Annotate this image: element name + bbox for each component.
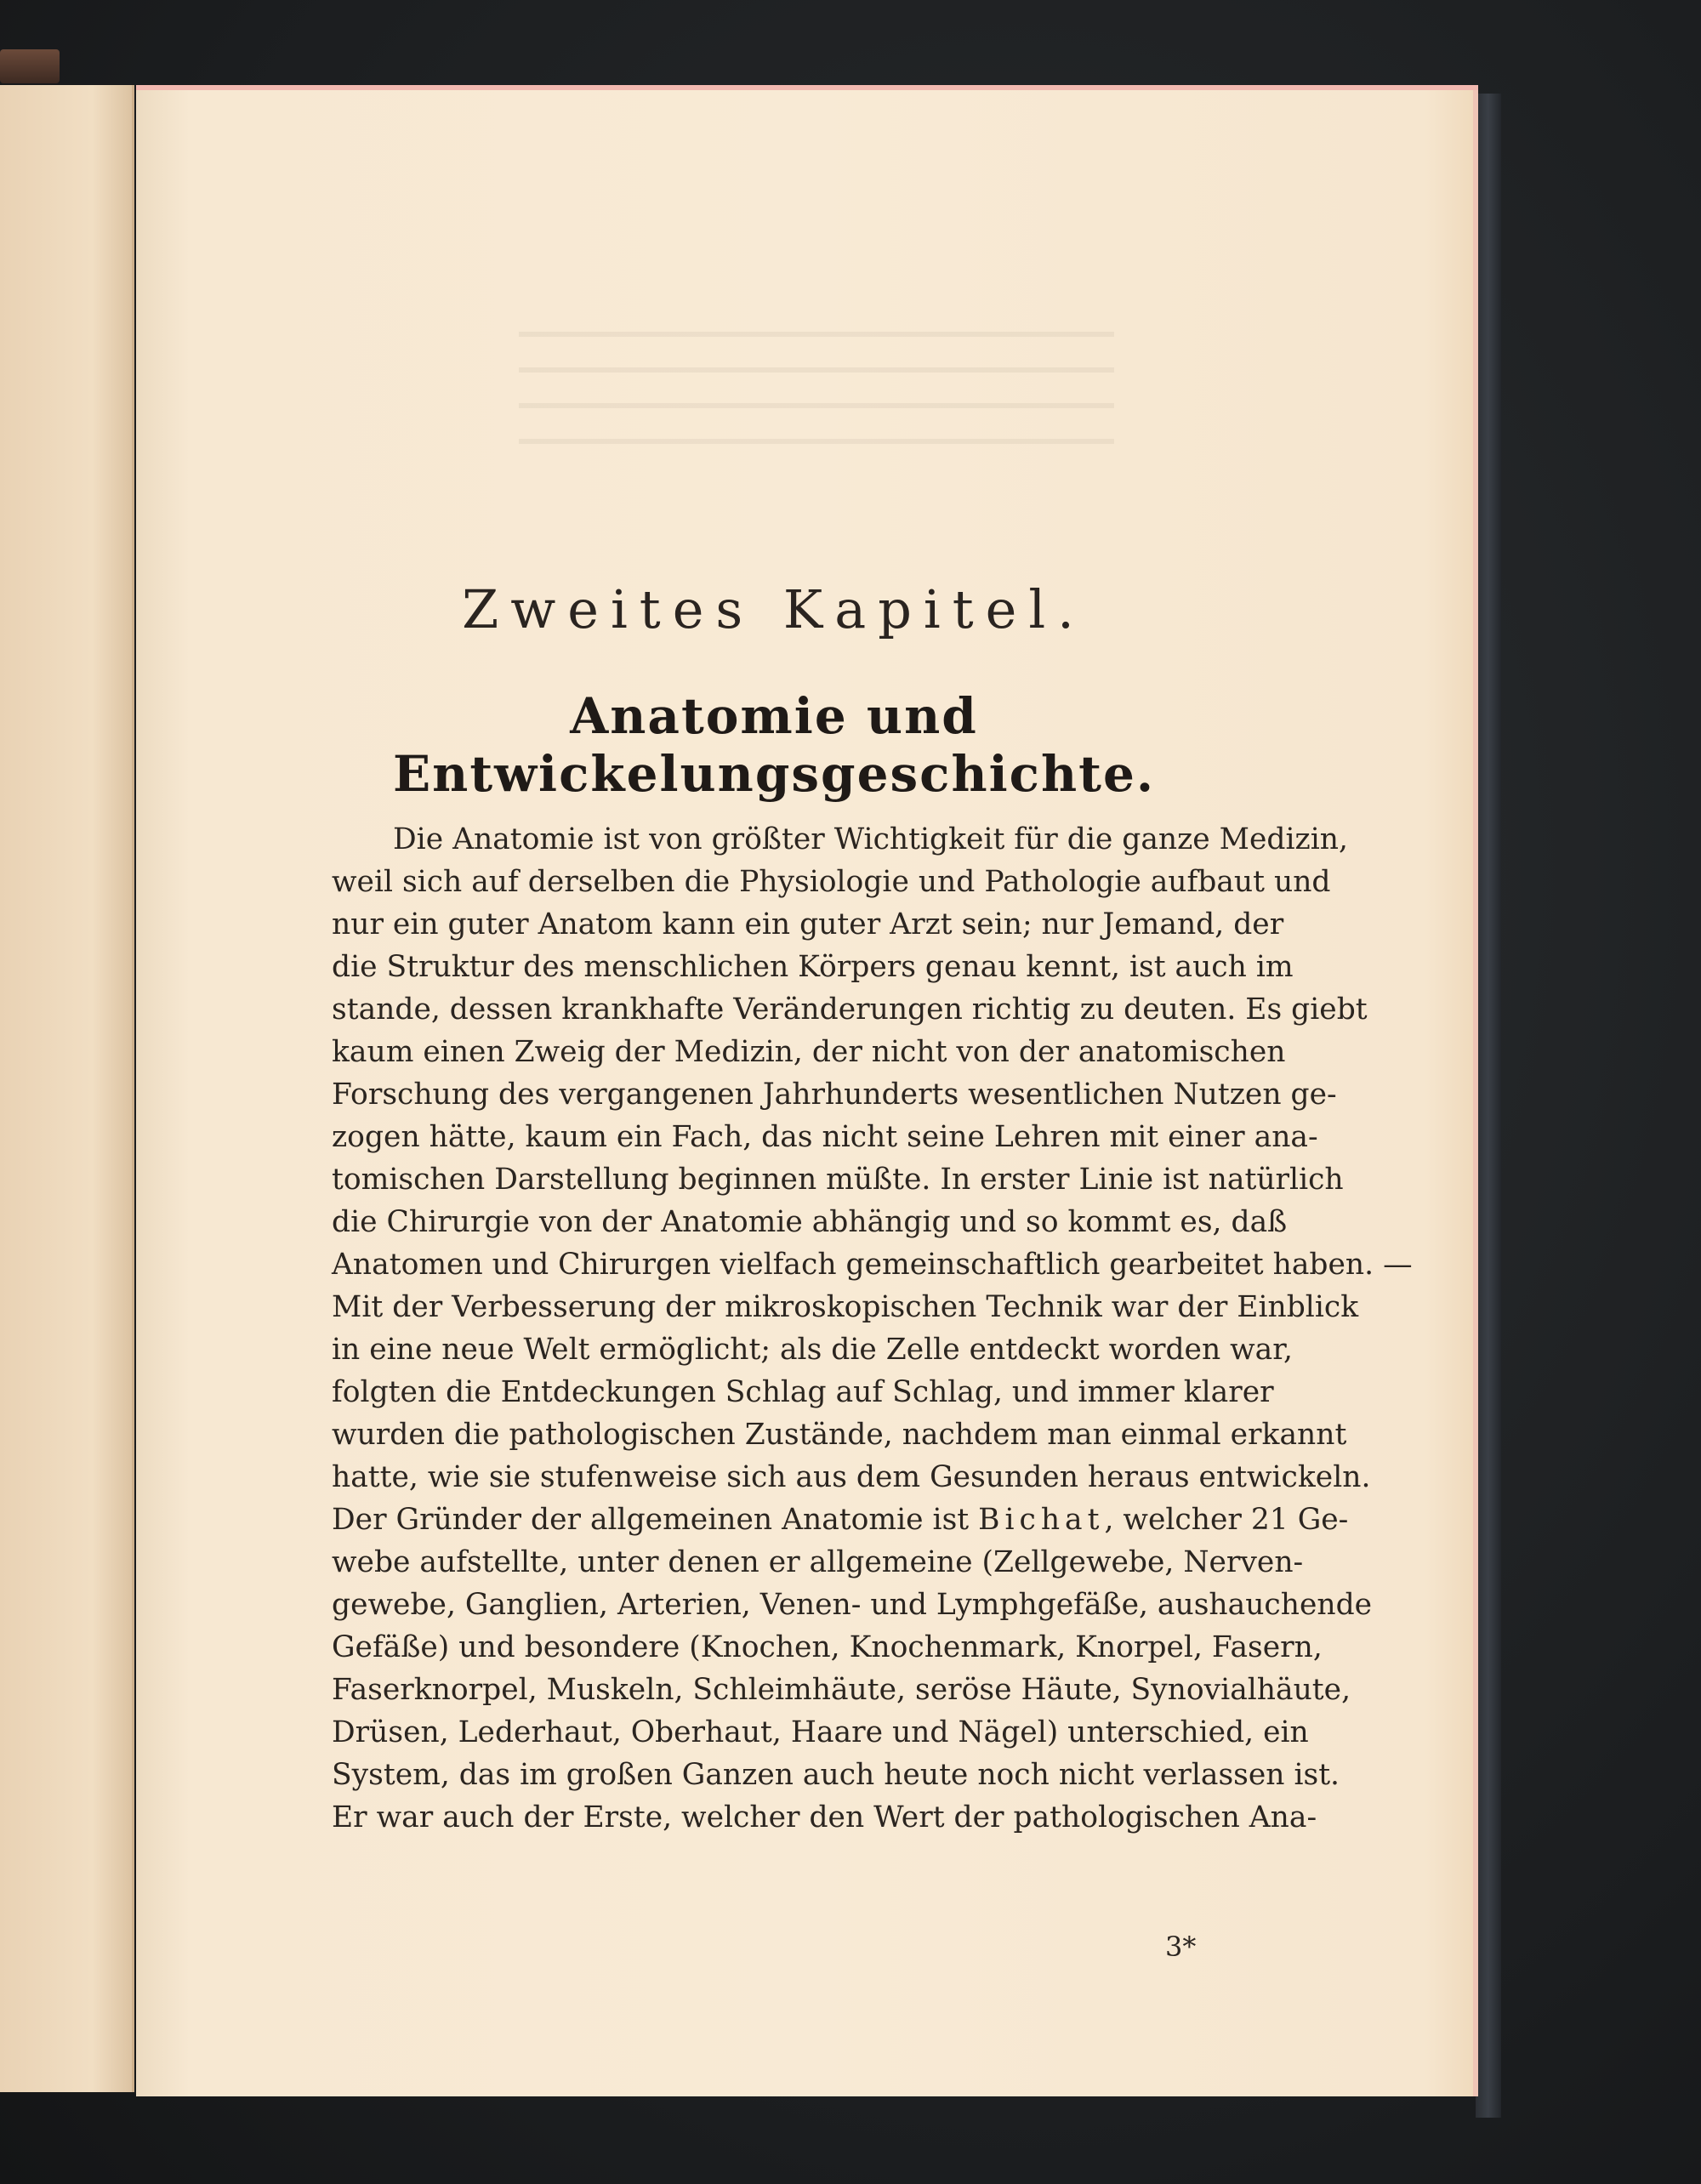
text-line: die Chirurgie von der Anatomie abhängig und so kommt es, daß (332, 1205, 1288, 1239)
text-line: Drüsen, Lederhaut, Oberhaut, Haare und Nägel) unterschied, ein (332, 1715, 1309, 1749)
text-line: Gefäße) und besondere (Knochen, Knochenmark, Knorpel, Fasern, (332, 1630, 1323, 1664)
text-line: nur ein guter Anatom kann ein guter Arzt sein; nur Jemand, der (332, 907, 1284, 941)
text-line: folgten die Entdeckungen Schlag auf Schlag, und immer klarer (332, 1375, 1274, 1409)
text-line: Faserknorpel, Muskeln, Schleimhäute, seröse Häute, Synovialhäute, (332, 1673, 1351, 1707)
text-line: Mit der Verbesserung der mikroskopischen Technik war der Einblick (332, 1290, 1359, 1324)
text-line: gewebe, Ganglien, Arterien, Venen- und Lymphgefäße, aushauchende (332, 1588, 1373, 1622)
left-page-edge (0, 85, 134, 2092)
text-line: zogen hätte, kaum ein Fach, das nicht seine Lehren mit einer ana- (332, 1120, 1318, 1154)
text-line: stande, dessen krankhafte Veränderungen richtig zu deuten. Es giebt (332, 992, 1368, 1027)
show-through-text (519, 332, 1114, 451)
book-spine-tag (0, 49, 60, 83)
text-line: weil sich auf derselben die Physiologie und Pathologie aufbaut und (332, 865, 1331, 899)
page-number: 3* (1165, 1931, 1197, 1963)
person-name-bichat: Bichat (978, 1503, 1105, 1537)
text-line: Die Anatomie ist von größter Wichtigkeit für die ganze Medizin, (393, 822, 1348, 856)
text-line: Forschung des vergangenen Jahrhunderts wesentlichen Nutzen ge- (332, 1078, 1337, 1112)
text-line: wurden die pathologischen Zustände, nachdem man einmal erkannt (332, 1418, 1347, 1452)
body-text (332, 818, 1413, 1839)
text-fragment: , welcher 21 Ge- (1104, 1503, 1349, 1537)
text-line: Anatomen und Chirurgen vielfach gemeinschaftlich gearbeitet haben. — (332, 1248, 1413, 1282)
book-cover-edge (1476, 94, 1501, 2118)
text-line: in eine neue Welt ermöglicht; als die Zelle entdeckt worden war, (332, 1333, 1293, 1367)
chapter-title: Anatomie und Entwickelungsgeschichte. (392, 687, 1156, 803)
text-line-bichat (332, 1499, 1349, 1541)
book-page (136, 85, 1478, 2096)
text-line: Er war auch der Erste, welcher den Wert der pathologischen Ana- (332, 1800, 1317, 1834)
text-fragment: Der Gründer der allgemeinen Anatomie ist (332, 1503, 979, 1537)
text-line: webe aufstellte, unter denen er allgemeine (Zellgewebe, Nerven- (332, 1545, 1304, 1579)
text-line: tomischen Darstellung beginnen müßte. In erster Linie ist natürlich (332, 1163, 1344, 1197)
text-line: kaum einen Zweig der Medizin, der nicht von der anatomischen (332, 1035, 1286, 1069)
text-line: hatte, wie sie stufenweise sich aus dem Gesunden heraus entwickeln. (332, 1460, 1371, 1494)
text-line: System, das im großen Ganzen auch heute noch nicht verlassen ist. (332, 1758, 1340, 1792)
chapter-heading: Zweites Kapitel. (462, 578, 1086, 640)
text-line: die Struktur des menschlichen Körpers genau kennt, ist auch im (332, 950, 1294, 984)
